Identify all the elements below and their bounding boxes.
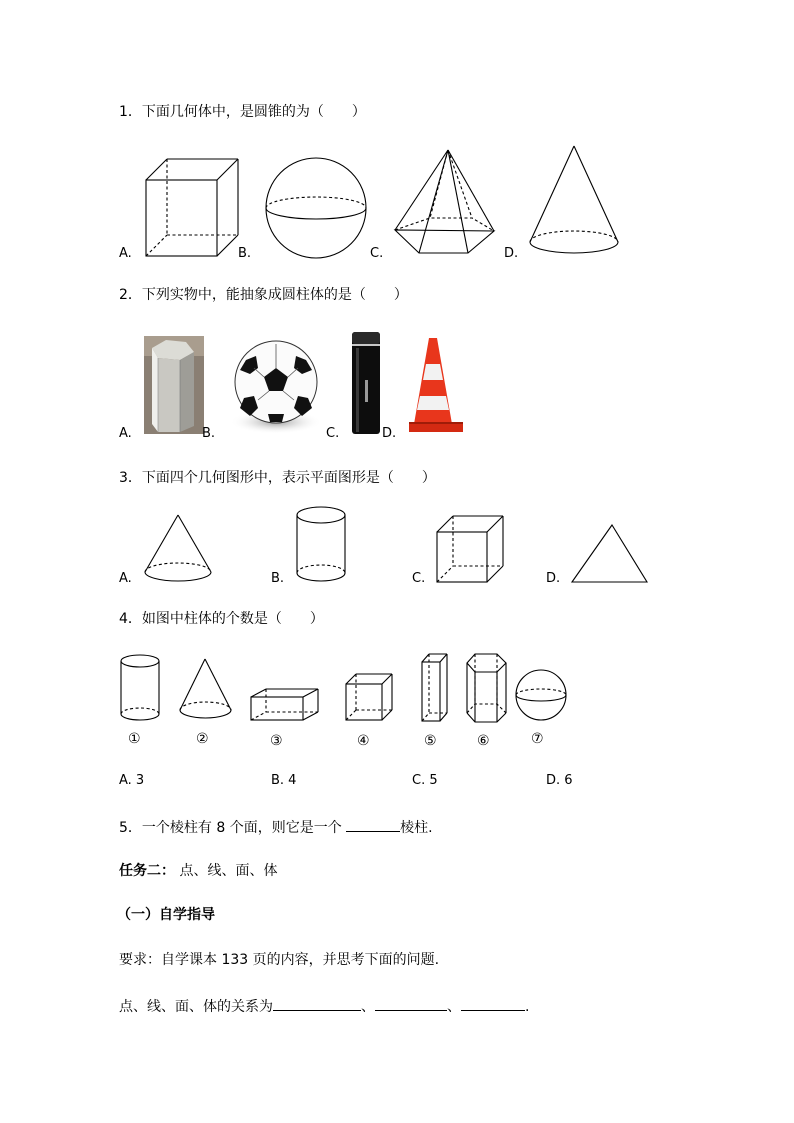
relation-text: 点、线、面、体的关系为 bbox=[119, 999, 273, 1015]
q3-triangle-icon bbox=[570, 524, 650, 584]
q4-cuboid-icon bbox=[250, 688, 320, 722]
q4-number-3: ③ bbox=[270, 733, 283, 749]
q4-sphere-icon bbox=[515, 669, 567, 721]
q3-option-c: C. bbox=[412, 571, 426, 586]
q3-text: 3．下面四个几何图形中，表示平面图形是（ ） bbox=[119, 470, 436, 486]
guide-heading: （一）自学指导 bbox=[117, 907, 215, 923]
q4-text: 4．如图中柱体的个数是（ ） bbox=[119, 611, 324, 627]
q4-number-4: ④ bbox=[357, 733, 370, 749]
q2-text: 2．下列实物中，能抽象成圆柱体的是（ ） bbox=[119, 287, 408, 303]
q1-cube-icon bbox=[145, 158, 240, 258]
q4-square-prism-icon bbox=[421, 653, 449, 723]
q5-text-before: 5．一个棱柱有 8 个面，则它是一个 bbox=[119, 820, 347, 836]
q1-option-d: D. bbox=[504, 246, 519, 261]
q4-number-2: ② bbox=[196, 731, 209, 747]
relation-blank-2[interactable] bbox=[375, 996, 447, 1011]
q1-option-a: A. bbox=[119, 246, 132, 261]
q2-option-d: D. bbox=[382, 426, 397, 441]
q2-traffic-cone-icon bbox=[408, 336, 464, 434]
q4-option-c: C. 5 bbox=[412, 773, 438, 788]
q4-cube-icon bbox=[345, 673, 395, 721]
q4-number-5: ⑤ bbox=[424, 733, 437, 749]
q5-line bbox=[119, 817, 433, 837]
task2-topic: 点、线、面、体 bbox=[179, 863, 278, 879]
task2-title: 任务二： bbox=[119, 863, 175, 879]
q2-hexagonal-stone-pillar-icon bbox=[144, 336, 204, 434]
q5-text-after: 棱柱. bbox=[400, 820, 433, 836]
q3-option-d: D. bbox=[546, 571, 561, 586]
relation-sep-1: 、 bbox=[361, 999, 375, 1015]
q3-cylinder-icon bbox=[296, 506, 346, 584]
q4-number-7: ⑦ bbox=[531, 731, 544, 747]
q4-hexagonal-prism-icon bbox=[466, 653, 508, 725]
guide-requirement: 要求：自学课本 133 页的内容，并思考下面的问题. bbox=[119, 952, 440, 968]
q4-option-a: A. 3 bbox=[119, 773, 145, 788]
q1-cone-icon bbox=[528, 145, 620, 257]
relation-end: . bbox=[525, 999, 530, 1015]
q5-answer-blank[interactable] bbox=[346, 817, 400, 832]
q1-sphere-icon bbox=[264, 158, 369, 258]
q4-number-1: ① bbox=[128, 731, 141, 747]
q2-option-c: C. bbox=[326, 426, 340, 441]
relation-line bbox=[119, 996, 529, 1016]
q1-option-b: B. bbox=[238, 246, 252, 261]
relation-blank-3[interactable] bbox=[461, 996, 525, 1011]
q3-cone-icon bbox=[144, 514, 212, 584]
q4-option-d: D. 6 bbox=[546, 773, 573, 788]
q1-pentagonal-pyramid-icon bbox=[394, 148, 496, 256]
q3-option-b: B. bbox=[271, 571, 285, 586]
q1-option-c: C. bbox=[370, 246, 384, 261]
q4-option-b: B. 4 bbox=[271, 773, 297, 788]
q4-number-6: ⑥ bbox=[477, 733, 490, 749]
relation-blank-1[interactable] bbox=[273, 996, 361, 1011]
q2-option-a: A. bbox=[119, 426, 132, 441]
q3-option-a: A. bbox=[119, 571, 132, 586]
task2-line bbox=[119, 862, 277, 880]
relation-sep-2: 、 bbox=[447, 999, 461, 1015]
q2-option-b: B. bbox=[202, 426, 216, 441]
q4-cylinder-icon bbox=[120, 654, 162, 722]
q2-thermos-bottle-icon bbox=[351, 330, 381, 436]
q4-cone-icon bbox=[179, 658, 233, 722]
q2-soccer-ball-icon bbox=[226, 338, 324, 436]
q1-text: 1．下面几何体中，是圆锥的为（ ） bbox=[119, 104, 366, 120]
q3-cube-icon bbox=[436, 514, 504, 584]
